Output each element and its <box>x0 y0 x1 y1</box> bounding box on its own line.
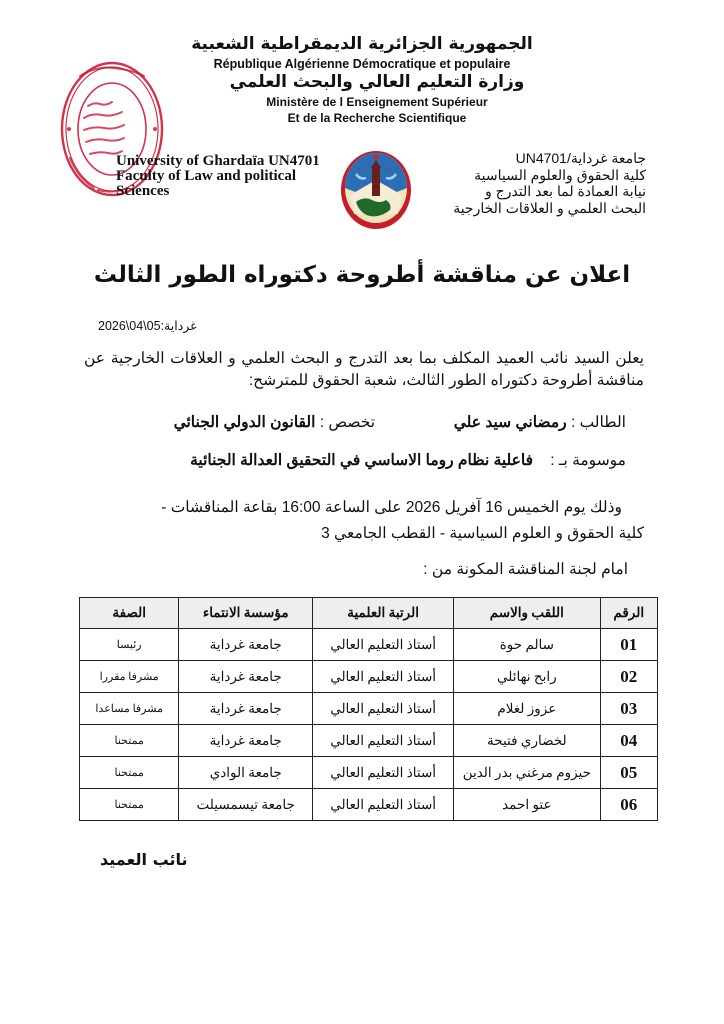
table-row <box>80 789 658 821</box>
table-row <box>80 629 658 661</box>
cell-institution: جامعة غرداية <box>179 629 313 661</box>
defense-schedule <box>84 495 644 547</box>
cell-rank: أستاذ التعليم العالي <box>313 661 454 693</box>
document-title: اعلان عن مناقشة أطروحة دكتوراه الطور الثالث <box>93 262 631 288</box>
cell-role: مشرفا مساعدا <box>80 693 179 725</box>
cell-num: 05 <box>600 757 658 789</box>
cell-role: رئيسا <box>80 629 179 661</box>
cell-name: لخضاري فتيحة <box>454 725 600 757</box>
ministry-name-french-line2: Et de la Recherche Scientifique <box>287 111 467 125</box>
institution-arabic-line1: جامعة غرداية/UN4701 <box>515 150 646 166</box>
institution-arabic-line4: البحث العلمي و العلاقات الخارجية <box>453 199 646 216</box>
cell-institution: جامعة غرداية <box>179 725 313 757</box>
university-logo-icon <box>340 150 412 230</box>
institution-arabic-line2: كلية الحقوق والعلوم السياسية <box>474 166 646 183</box>
schedule-line2: كلية الحقوق و العلوم السياسية - القطب الجامعي 3 <box>321 525 644 542</box>
svg-text:٭٭: ٭٭ <box>386 166 391 171</box>
committee-intro: امام لجنة المناقشة المكونة من : <box>423 561 628 578</box>
institution-english-line3: Sciences <box>116 183 170 199</box>
institution-english-line1: University of Ghardaïa UN4701 <box>116 153 320 169</box>
institution-arabic <box>446 150 646 216</box>
header-role: الصفة <box>80 598 179 629</box>
header-num: الرقم <box>600 598 658 629</box>
jury-table-header <box>80 598 658 629</box>
cell-institution: جامعة غرداية <box>179 693 313 725</box>
institution-english-line2: Faculty of Law and political <box>116 168 297 184</box>
header-rank: الرتبة العلمية <box>313 598 454 629</box>
cell-institution: جامعة غرداية <box>179 661 313 693</box>
announcement-paragraph: يعلن السيد نائب العميد المكلف بما بعد التدرج و البحث العلمي و العلاقات الخارجية عن مناقشة أطروحة دكتوراه الطور الثالث، شعبة الحقوق للمترشح: <box>84 350 644 389</box>
table-row <box>80 725 658 757</box>
table-row <box>80 693 658 725</box>
cell-role: ممتحنا <box>80 789 179 821</box>
cell-role: مشرفا مقررا <box>80 661 179 693</box>
cell-rank: أستاذ التعليم العالي <box>313 725 454 757</box>
schedule-line1: وذلك يوم الخميس 16 آفريل 2026 على الساعة 16:00 بقاعة المناقشات - <box>161 499 622 516</box>
cell-name: رابح نهائلي <box>454 661 600 693</box>
cell-rank: أستاذ التعليم العالي <box>313 789 454 821</box>
republic-name-french: République Algérienne Démocratique et populaire <box>213 57 511 71</box>
table-row <box>80 661 658 693</box>
republic-name-arabic: الجمهورية الجزائرية الديمقراطية الشعبية <box>191 34 533 54</box>
cell-role: ممتحنا <box>80 757 179 789</box>
header-institution: مؤسسة الانتماء <box>179 598 313 629</box>
cell-num: 01 <box>600 629 658 661</box>
thesis-topic: فاعلية نظام روما الاساسي في التحقيق العدالة الجنائية <box>190 452 534 469</box>
date-label: غرداية: <box>160 319 197 333</box>
cell-name: عتو احمد <box>454 789 600 821</box>
jury-table <box>79 597 658 821</box>
cell-name: حيزوم مرغني بدر الدين <box>454 757 600 789</box>
cell-name: سالم حوة <box>454 629 600 661</box>
header-name: اللقب والاسم <box>454 598 600 629</box>
cell-num: 04 <box>600 725 658 757</box>
student-label: الطالب : <box>570 414 626 431</box>
thesis-info <box>190 451 626 470</box>
institution-arabic-line3: نيابة العمادة لما بعد التدرج و <box>485 183 646 199</box>
table-row <box>80 757 658 789</box>
cell-institution: جامعة الوادي <box>179 757 313 789</box>
date-value: 2026\04\05 <box>98 319 161 333</box>
cell-num: 03 <box>600 693 658 725</box>
thesis-label: موسومة بـ : <box>550 452 626 469</box>
institution-english <box>116 154 320 199</box>
cell-rank: أستاذ التعليم العالي <box>313 629 454 661</box>
cell-num: 02 <box>600 661 658 693</box>
signature-title: نائب العميد <box>100 850 188 869</box>
student-name: رمضاني سيد علي <box>453 414 567 431</box>
cell-role: ممتحنا <box>80 725 179 757</box>
svg-text:٭٭: ٭٭ <box>358 166 363 171</box>
cell-rank: أستاذ التعليم العالي <box>313 693 454 725</box>
cell-num: 06 <box>600 789 658 821</box>
ministry-name-french-line1: Ministère de l Enseignement Supérieur <box>266 95 488 109</box>
specialty-value: القانون الدولي الجنائي <box>173 414 316 431</box>
document-date <box>98 318 197 333</box>
student-info <box>174 413 626 432</box>
cell-rank: أستاذ التعليم العالي <box>313 757 454 789</box>
specialty-label: تخصص : <box>319 414 376 431</box>
cell-institution: جامعة تيسمسيلت <box>179 789 313 821</box>
ministry-name-arabic: وزارة التعليم العالي والبحث العلمي <box>229 72 525 92</box>
cell-name: عزوز لغلام <box>454 693 600 725</box>
